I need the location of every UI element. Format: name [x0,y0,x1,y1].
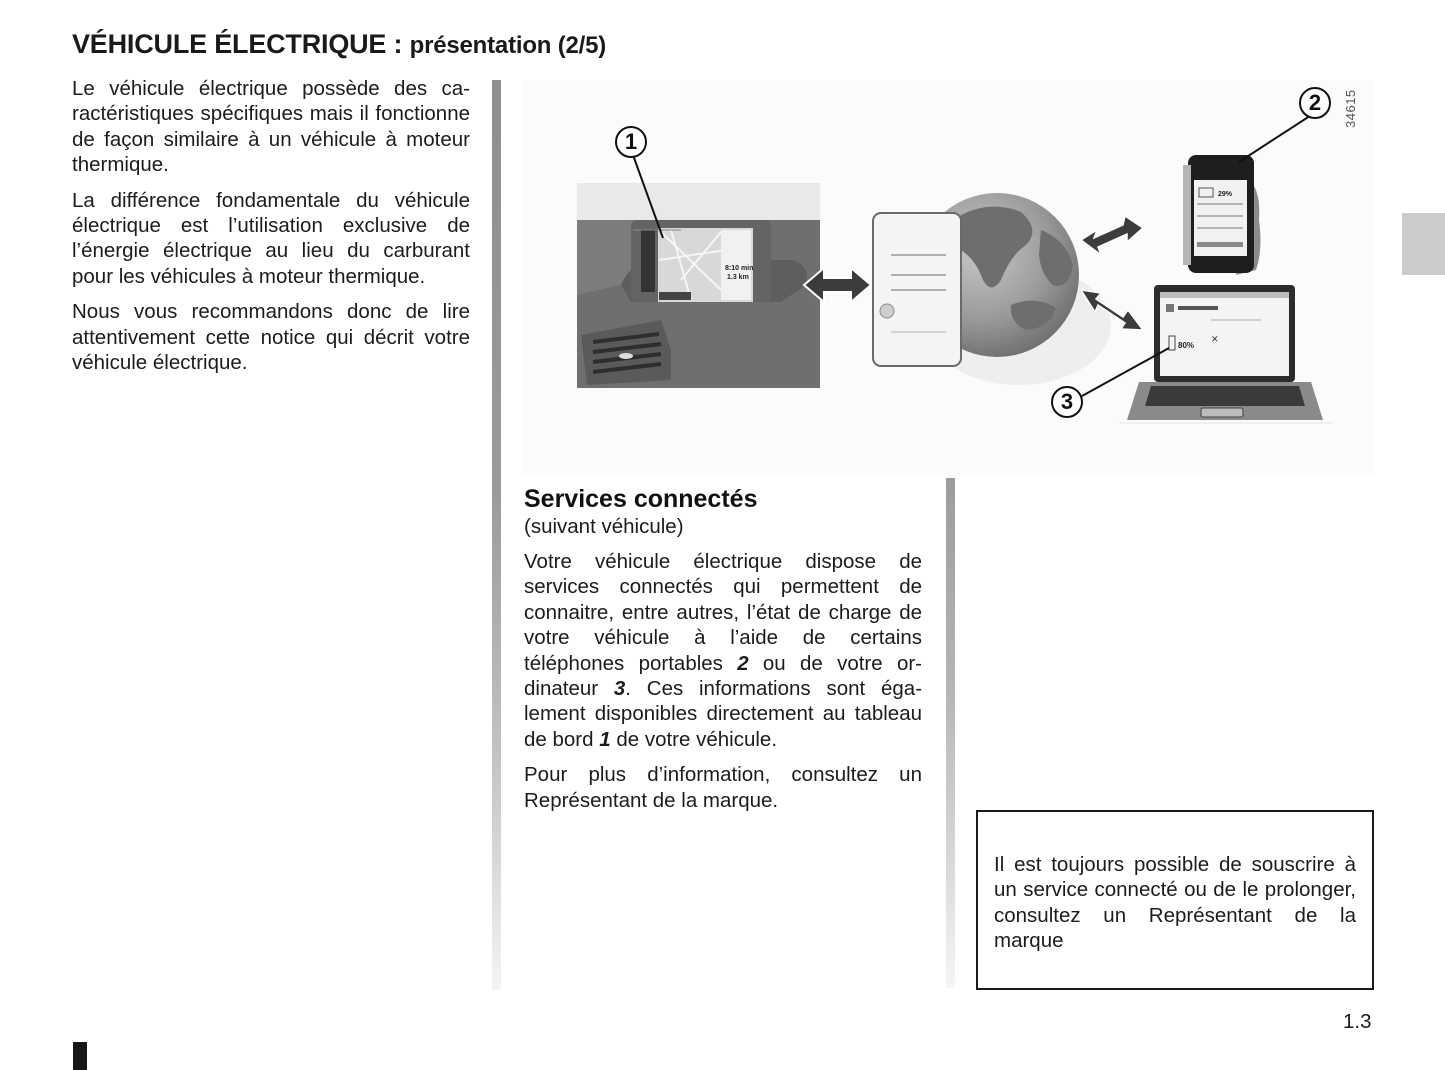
callout-1: 1 [615,126,647,158]
double-arrow-icon [1081,216,1143,255]
callout-3: 3 [1051,386,1083,418]
note-text: Il est toujours possible de souscrire à un service connecté ou de le prolonger, consultez un Représentant de la marque [994,853,1356,953]
svg-text:✕: ✕ [1211,334,1219,344]
page-edge-marker [73,1042,87,1070]
section-title: Services connectés [524,485,758,513]
section-thumb-tab [1402,213,1445,275]
svg-text:1.3 km: 1.3 km [727,274,749,281]
intro-text [72,76,470,385]
text-run: Votre véhicule électrique dispose de services connectés qui permettent de connaitre, entre autres, l’état de charge de votre véhicule à l’aide de certains téléphones portables [524,550,922,675]
intro-paragraph: Nous vous recommandons donc de lire attentivement cette notice qui décrit votre véhicule électrique. [72,300,470,375]
services-text [524,549,922,813]
services-paragraph: Pour plus d’information, consultez un Représentant de la marque. [524,763,922,812]
illustration-svg [521,80,1375,476]
server-icon [873,213,961,366]
services-section [524,484,922,823]
text-run: ou de votre ordinateur [524,651,922,701]
page-number: 1.3 [1343,1010,1372,1033]
svg-text:80%: 80% [1178,341,1195,350]
ref-number-3: 3 [613,677,626,701]
intro-paragraph: La différence fondamentale du véhicule électrique est l’utilisation exclusive de l’énergie électrique au lieu du carburant pour les véhicules à moteur thermique. [72,188,470,288]
connected-services-illustration [521,80,1375,476]
ref-number-2: 2 [737,651,749,675]
smartphone-icon [1183,155,1260,275]
callout-2: 2 [1299,87,1331,119]
section-subtitle: (suivant véhicule) [524,515,684,538]
page-title [72,24,606,61]
page-title-sub: présentation (2/5) [409,32,607,59]
column-divider-left [492,80,501,990]
intro-paragraph: Le véhicule électrique possède des caractéristiques spécifiques mais il fonctionne de façon similaire à un véhicule à moteur thermique. [72,77,470,177]
figure-reference-number: 34615 [1343,89,1358,128]
text-run: . Ces informations sont également disponibles directement au tableau de bord [524,677,923,751]
ref-number-1: 1 [599,727,611,751]
column-divider-middle [946,478,955,988]
svg-text:29%: 29% [1218,191,1233,198]
laptop-icon [1119,285,1333,423]
note-box [976,810,1374,990]
svg-text:8:10 min: 8:10 min [725,265,754,272]
text-run: de votre véhicule. [610,727,778,751]
services-paragraph [524,549,922,752]
dashboard-image [577,183,820,388]
page-title-main: VÉHICULE ÉLECTRIQUE : [72,29,410,59]
